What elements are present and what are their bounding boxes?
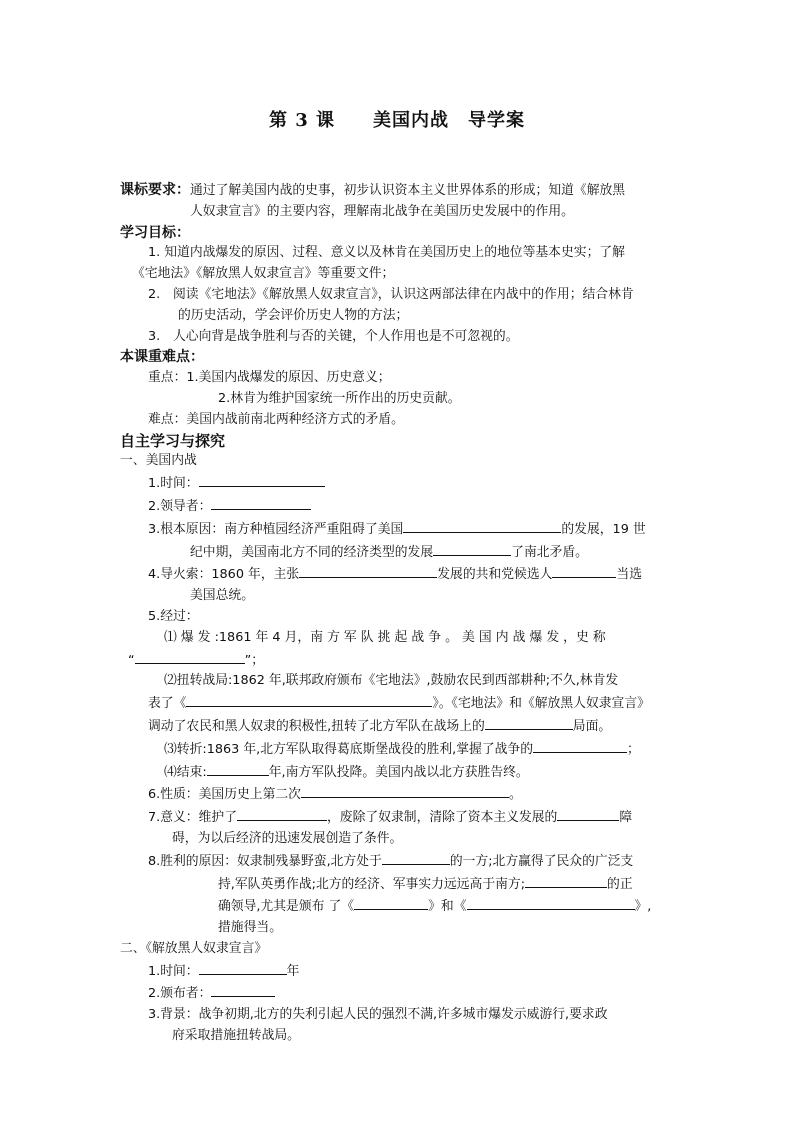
standard-text-1: 通过了解美国内战的史事，初步认识资本主义世界体系的形成；知道《解放黑 bbox=[190, 183, 626, 198]
background-row-2: 府采取措施扭转战局。 bbox=[172, 1028, 300, 1044]
background-row-1: 3.背景：战争初期,北方的失利引起人民的强烈不满,许多城市爆发示威游行,要求政 bbox=[148, 1007, 608, 1023]
nature-text-a: 6.性质：美国历史上第二次 bbox=[148, 787, 301, 803]
standard-label: 课标要求： bbox=[120, 182, 190, 198]
goal-3: 3. 人心向背是战争胜利与否的关键，个人作用也是不可忽视的。 bbox=[148, 328, 519, 344]
decree-year-label: 年 bbox=[286, 963, 300, 979]
study-label: 自主学习与探究 bbox=[120, 431, 226, 450]
goal-2b: 的历史活动，学会评价历史人物的方法； bbox=[178, 307, 409, 323]
fuse-text-a: 4.导火索：1860 年，主张 bbox=[148, 567, 300, 583]
victory-text-b: 的一方;北方赢得了民众的广泛支 bbox=[449, 853, 634, 869]
turning-text-b: ； bbox=[627, 741, 640, 757]
turn-text-d: 局面。 bbox=[572, 718, 612, 734]
meaning-row-2: 碍，为以后经济的迅速发展创造了条件。 bbox=[172, 830, 403, 846]
cause-row-1 bbox=[120, 518, 680, 541]
nature-blank[interactable] bbox=[301, 783, 509, 798]
cause-blank-2[interactable] bbox=[433, 541, 511, 556]
war-time-row bbox=[120, 472, 680, 495]
section-2-title: 二、《解放黑人奴隶宣言》 bbox=[120, 940, 268, 956]
meaning-text-a: 7.意义：维护了 bbox=[148, 810, 237, 826]
victory-blank-2[interactable] bbox=[525, 873, 607, 888]
victory-row-3 bbox=[120, 895, 680, 918]
process-outbreak-1: ⑴ 爆 发 :1861 年 4 月，南 方 军 队 挑 起 战 争 。 美 国 内 战 爆 发 ，史 称 bbox=[164, 629, 606, 645]
end-text-a: ⑷结束: bbox=[164, 764, 207, 780]
war-time-blank[interactable] bbox=[199, 472, 325, 487]
goal-1b: 《宅地法》《解放黑人奴隶宣言》等重要文件； bbox=[132, 266, 395, 282]
turn-text-c: 调动了农民和黑人奴隶的积极性,扭转了北方军队在战场上的 bbox=[148, 718, 485, 734]
process-end bbox=[120, 761, 680, 784]
cause-text-c: 纪中期，美国南北方不同的经济类型的发展 bbox=[190, 544, 434, 560]
document-name-blank[interactable] bbox=[186, 692, 432, 707]
keypoint-1: 重点：1.美国内战爆发的原因、历史意义； bbox=[148, 370, 391, 386]
victory-blank-1[interactable] bbox=[382, 850, 450, 865]
cause-text-a: 3.根本原因：南方种植园经济严重阻碍了美国 bbox=[148, 521, 404, 537]
process-turn-1: ⑵扭转战局:1862 年,联邦政府颁布《宅地法》,鼓励农民到西部耕种;不久,林肯发 bbox=[164, 673, 619, 689]
fuse-text-c: 当选 bbox=[616, 567, 642, 583]
goal-1a: 1. 知道内战爆发的原因、过程、意义以及林肯在美国历史上的地位等基本史实；了解 bbox=[148, 245, 625, 261]
process-outbreak-2 bbox=[120, 649, 680, 672]
victory-text-a: 8.胜利的原因：奴隶制残暴野蛮,北方处于 bbox=[148, 853, 382, 869]
victory-row-4: 措施得当。 bbox=[218, 920, 282, 936]
meaning-text-c: 障 bbox=[619, 810, 633, 826]
goals-label: 学习目标： bbox=[120, 224, 190, 241]
standard-text-2: 人奴隶宣言》的主要内容，理解南北战争在美国历史发展中的作用。 bbox=[190, 203, 574, 219]
goal-2a: 2. 阅读《宅地法》《解放黑人奴隶宣言》，认识这两部法律在内战中的作用；结合林肯 bbox=[148, 286, 634, 302]
standard-line-1 bbox=[120, 180, 680, 202]
meaning-blank-1[interactable] bbox=[237, 806, 327, 821]
victory-blank-3[interactable] bbox=[354, 895, 428, 910]
turn-text-close: 》。《宅地法》和《解放黑人奴隶宣言》 bbox=[432, 696, 650, 712]
decree-publisher-label: 2.颁布者： bbox=[148, 986, 212, 1002]
process-turn-2 bbox=[120, 692, 680, 715]
turning-text-a: ⑶转折:1863 年,北方军队取得葛底斯堡战役的胜利,掌握了战争的 bbox=[164, 741, 534, 757]
battle-situation-blank[interactable] bbox=[485, 715, 573, 730]
decree-publisher-row bbox=[120, 982, 680, 1005]
leader-label: 2.领导者： bbox=[148, 498, 212, 514]
section-1-title: 一、美国内战 bbox=[120, 453, 197, 469]
leader-row bbox=[120, 495, 680, 518]
fuse-text-b: 发展的共和党候选人 bbox=[437, 567, 553, 583]
victory-text-g: 》, bbox=[634, 899, 652, 915]
victory-text-c: 持,军队英勇作战;北方的经济、军事实力远远高于南方; bbox=[218, 876, 526, 892]
war-time-label: 1.时间： bbox=[148, 476, 199, 492]
victory-blank-4[interactable] bbox=[467, 895, 635, 910]
turn-text-open: 表了《 bbox=[148, 696, 187, 712]
victory-text-f: 》和《 bbox=[428, 899, 467, 915]
keypoint-2: 2.林肯为维护国家统一所作出的历史贡献。 bbox=[218, 390, 461, 406]
nature-text-b: 。 bbox=[508, 787, 522, 803]
cause-blank-1[interactable] bbox=[403, 518, 561, 533]
fuse-blank-1[interactable] bbox=[299, 563, 437, 578]
keypoints-label: 本课重难点： bbox=[120, 349, 204, 366]
worksheet-body bbox=[120, 180, 680, 1047]
end-year-blank[interactable] bbox=[207, 761, 269, 776]
cause-row-2 bbox=[120, 541, 680, 564]
process-turning-point bbox=[120, 738, 680, 761]
fuse-row-1 bbox=[120, 563, 680, 586]
nature-row bbox=[120, 783, 680, 806]
meaning-row-1 bbox=[120, 806, 680, 829]
decree-publisher-blank[interactable] bbox=[211, 982, 275, 997]
victory-row-2 bbox=[120, 873, 680, 896]
initiative-blank[interactable] bbox=[533, 738, 627, 753]
fuse-blank-2[interactable] bbox=[552, 563, 616, 578]
quote-open: “ bbox=[128, 652, 135, 668]
page-title: 第 3 课 美国内战 导学案 bbox=[268, 110, 526, 131]
end-text-b: 年,南方军队投降。美国内战以北方获胜告终。 bbox=[268, 764, 529, 780]
decree-time-blank[interactable] bbox=[199, 960, 287, 975]
quote-close: ”； bbox=[244, 652, 265, 668]
process-turn-3 bbox=[120, 715, 680, 738]
decree-time-row bbox=[120, 960, 680, 983]
victory-text-e: 确领导,尤其是颁布 了《 bbox=[218, 899, 355, 915]
cause-text-b: 的发展，19 世 bbox=[561, 521, 646, 537]
outbreak-name-blank[interactable] bbox=[135, 649, 245, 664]
keypoint-3: 难点：美国内战前南北两种经济方式的矛盾。 bbox=[148, 411, 404, 427]
process-label: 5.经过： bbox=[148, 608, 199, 624]
meaning-blank-2[interactable] bbox=[557, 806, 619, 821]
meaning-text-b: ，废除了奴隶制，清除了资本主义发展的 bbox=[327, 810, 558, 826]
decree-time-label: 1.时间： bbox=[148, 963, 199, 979]
cause-text-d: 了南北矛盾。 bbox=[511, 544, 588, 560]
victory-row-1 bbox=[120, 850, 680, 873]
victory-text-d: 的正 bbox=[607, 876, 633, 892]
leader-blank[interactable] bbox=[211, 495, 311, 510]
fuse-row-2: 美国总统。 bbox=[190, 588, 254, 604]
